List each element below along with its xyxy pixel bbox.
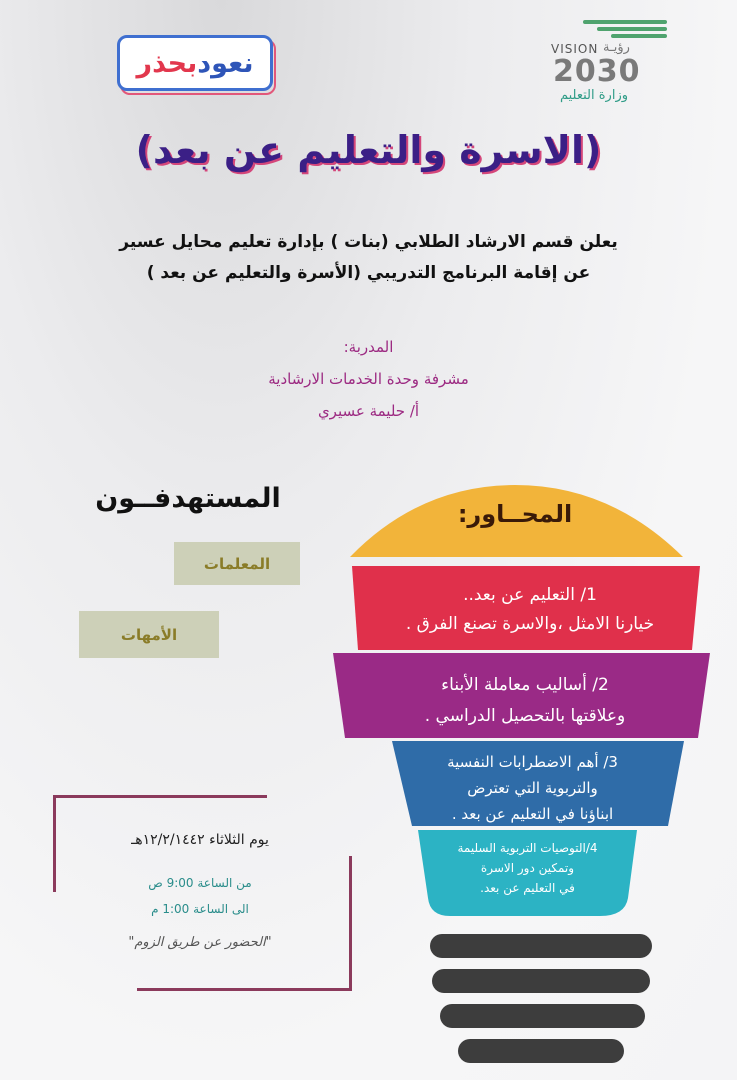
bulb-base-bar	[440, 1004, 645, 1028]
event-mode: "الحضور عن طريق الزوم"	[128, 935, 272, 950]
trainer-label: المدربة:	[343, 338, 394, 356]
page-title: (الاسرة والتعليم عن بعد)	[135, 128, 602, 172]
axis-3-line-3: ابناؤنا في التعليم عن بعد .	[451, 805, 614, 823]
axis-2-line-2: وعلاقتها بالتحصيل الدراسي .	[424, 706, 626, 726]
logo-part1: نعود	[197, 47, 254, 79]
intro-line-1: يعلن قسم الارشاد الطلابي (بنات ) بإدارة تعليم محايل عسير	[119, 232, 618, 252]
target-tag: الأمهات	[79, 611, 219, 658]
vision-text: VISION	[551, 42, 599, 56]
event-date: يوم الثلاثاء ١٢/٢/١٤٤٢هـ	[131, 832, 269, 848]
bulb-base-bar	[432, 969, 650, 993]
axis-1-line-2: خيارنا الامثل ،والاسرة تصنع الفرق .	[405, 614, 655, 634]
event-end-time: الى الساعة 1:00 م	[151, 902, 249, 916]
axis-4-line-1: 4/التوصيات التربوية السليمة	[457, 841, 598, 855]
bulb-segment-1	[352, 566, 700, 650]
vision-year: 2030	[553, 54, 641, 89]
target-tag: المعلمات	[174, 542, 300, 585]
logo-part2: بحذر	[136, 47, 198, 79]
intro-line-2: عن إقامة البرنامج التدريبي (الأسرة والتعليم عن بعد )	[146, 263, 591, 283]
trainer-role: مشرفة وحدة الخدمات الارشادية	[268, 370, 469, 388]
axes-heading: المحــاور:	[457, 500, 573, 528]
axis-4-line-2: وتمكين دور الاسرة	[480, 861, 575, 875]
bulb-base-bar	[430, 934, 652, 958]
targets-heading: المستهدفــون	[95, 483, 281, 514]
bulb-base-bar	[458, 1039, 624, 1063]
event-start-time: من الساعة 9:00 ص	[148, 876, 252, 890]
trainer-name: أ/ حليمة عسيري	[317, 402, 420, 420]
axis-3-line-1: 3/ أهم الاضطرابات النفسية	[447, 753, 618, 771]
axis-1-line-1: 1/ التعليم عن بعد..	[463, 585, 597, 605]
axis-3-line-2: والتربوية التي تعترض	[467, 779, 598, 797]
axis-4-line-3: في التعليم عن بعد.	[480, 881, 575, 895]
axis-2-line-1: 2/ أساليب معاملة الأبناء	[441, 675, 609, 695]
ministry-name: وزارة التعليم	[559, 88, 629, 103]
vision-arabic: رؤيـة	[603, 40, 630, 55]
